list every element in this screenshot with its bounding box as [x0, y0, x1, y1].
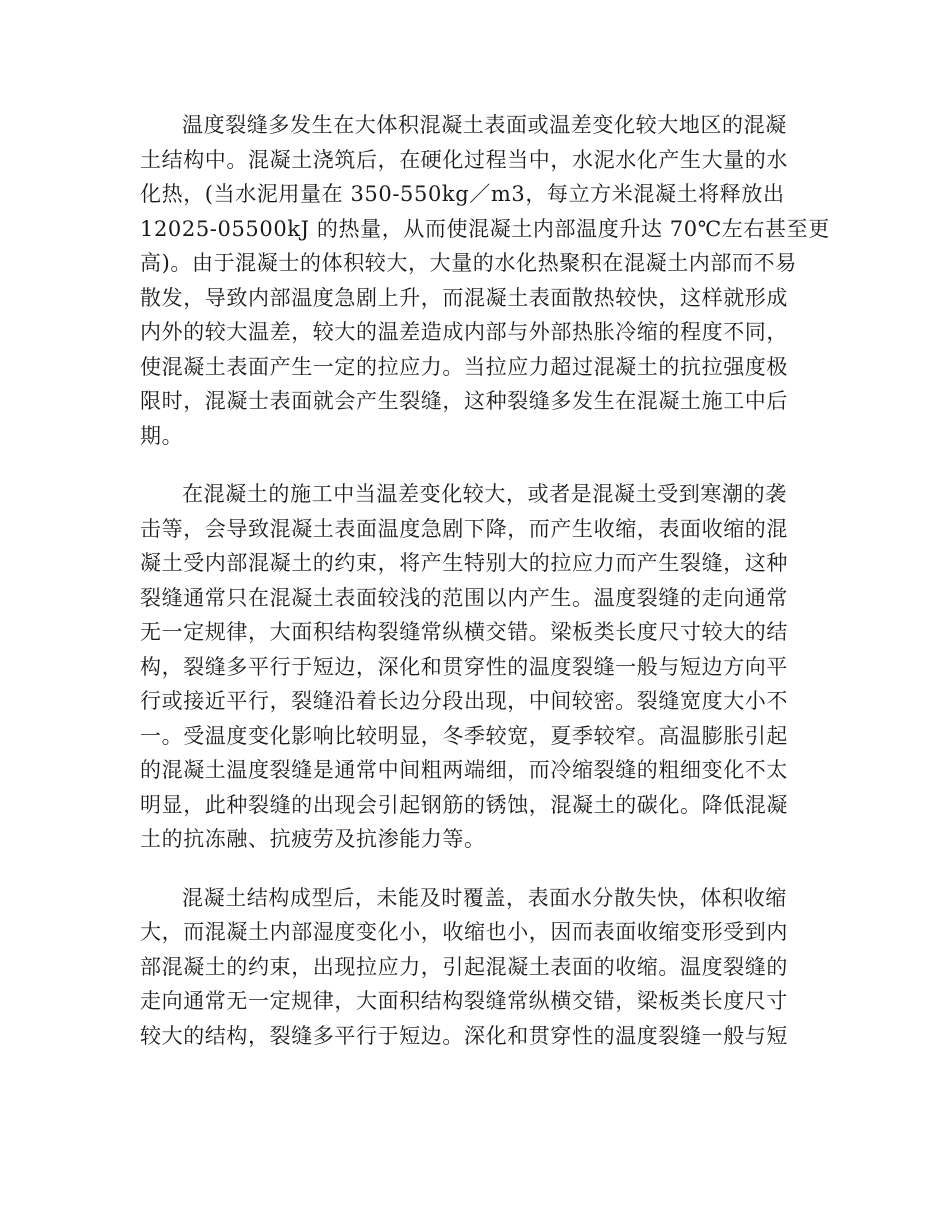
text-line: 内外的较大温差，较大的温差造成内部与外部热胀冷缩的程度不同， — [140, 320, 788, 344]
text-line: 散发，导致内部温度急剧上升，而混凝土表面散热较快，这样就形成 — [140, 285, 788, 310]
text-line: 一。受温度变化影响比较明显，冬季较宽，夏季较窄。高温膨胀引起 — [140, 723, 788, 748]
text-line: 裂缝通常只在混凝土表面较浅的范围以内产生。温度裂缝的走向通常 — [140, 585, 788, 610]
text-line: 击等，会导致混凝土表面温度急剧下降，而产生收缩，表面收缩的混 — [140, 516, 788, 541]
text-line: 限时，混凝士表面就会产生裂缝，这种裂缝多发生在混凝土施工中后 — [140, 389, 788, 413]
text-line: 部混凝土的约束，出现拉应力，引起混凝土表面的收缩。温度裂缝的 — [140, 954, 788, 979]
text-line: 在混凝土的施工中当温差变化较大，或者是混凝土受到寒潮的袭 — [182, 482, 787, 506]
text-line: 行或接近平行，裂缝沿着长边分段出现，中间较密。裂缝宽度大小不 — [140, 689, 788, 713]
text-line: 12025-05500kJ 的热量，从而使混凝土内部温度升达 70℃左右甚至更 — [140, 216, 830, 241]
text-line: 使混凝土表面产生一定的拉应力。当拉应力超过混凝土的抗拉强度极 — [140, 354, 788, 379]
paragraph-1 — [140, 108, 830, 453]
text-line: 高)。由于混凝士的体积较大，大量的水化热聚积在混凝土内部而不易 — [140, 251, 797, 275]
text-line: 化热，(当水泥用量在 350-550kg／m3，每立方米混凝土将释放出 — [140, 182, 785, 206]
text-line: 温度裂缝多发生在大体积混凝土表面或温差变化较大地区的混凝 — [182, 113, 787, 137]
text-line: 无一定规律，大面积结构裂缝常纵横交错。梁板类长度尺寸较大的结 — [140, 620, 788, 644]
paragraph-3 — [140, 881, 810, 1054]
text-line: 明显，此种裂缝的出现会引起钢筋的锈蚀，混凝土的碳化。降低混凝 — [140, 792, 788, 817]
document-page — [140, 108, 830, 1077]
text-line: 大，而混凝土内部湿度变化小，收缩也小，因而表面收缩变形受到内 — [140, 920, 788, 944]
text-line: 的混凝土温度裂缝是通常中间粗两端细，而冷缩裂缝的粗细变化不太 — [140, 758, 788, 782]
text-line: 较大的结构，裂缝多平行于短边。深化和贯穿性的温度裂缝一般与短 — [140, 1023, 788, 1048]
text-line: 走向通常无一定规律，大面积结构裂缝常纵横交错，梁板类长度尺寸 — [140, 989, 788, 1013]
paragraph-2 — [140, 477, 810, 857]
text-line: 期。 — [140, 423, 184, 448]
text-line: 土结构中。混凝土浇筑后，在硬化过程当中，水泥水化产生大量的水 — [140, 147, 788, 172]
text-line: 凝土受内部混凝土的约束，将产生特别大的拉应力而产生裂缝，这种 — [140, 551, 788, 575]
text-line: 土的抗冻融、抗疲劳及抗渗能力等。 — [140, 827, 486, 851]
text-line: 混凝土结构成型后，未能及时覆盖，表面水分散失快，体积收缩 — [182, 885, 787, 910]
text-line: 构，裂缝多平行于短边，深化和贯穿性的温度裂缝一般与短边方向平 — [140, 654, 788, 679]
